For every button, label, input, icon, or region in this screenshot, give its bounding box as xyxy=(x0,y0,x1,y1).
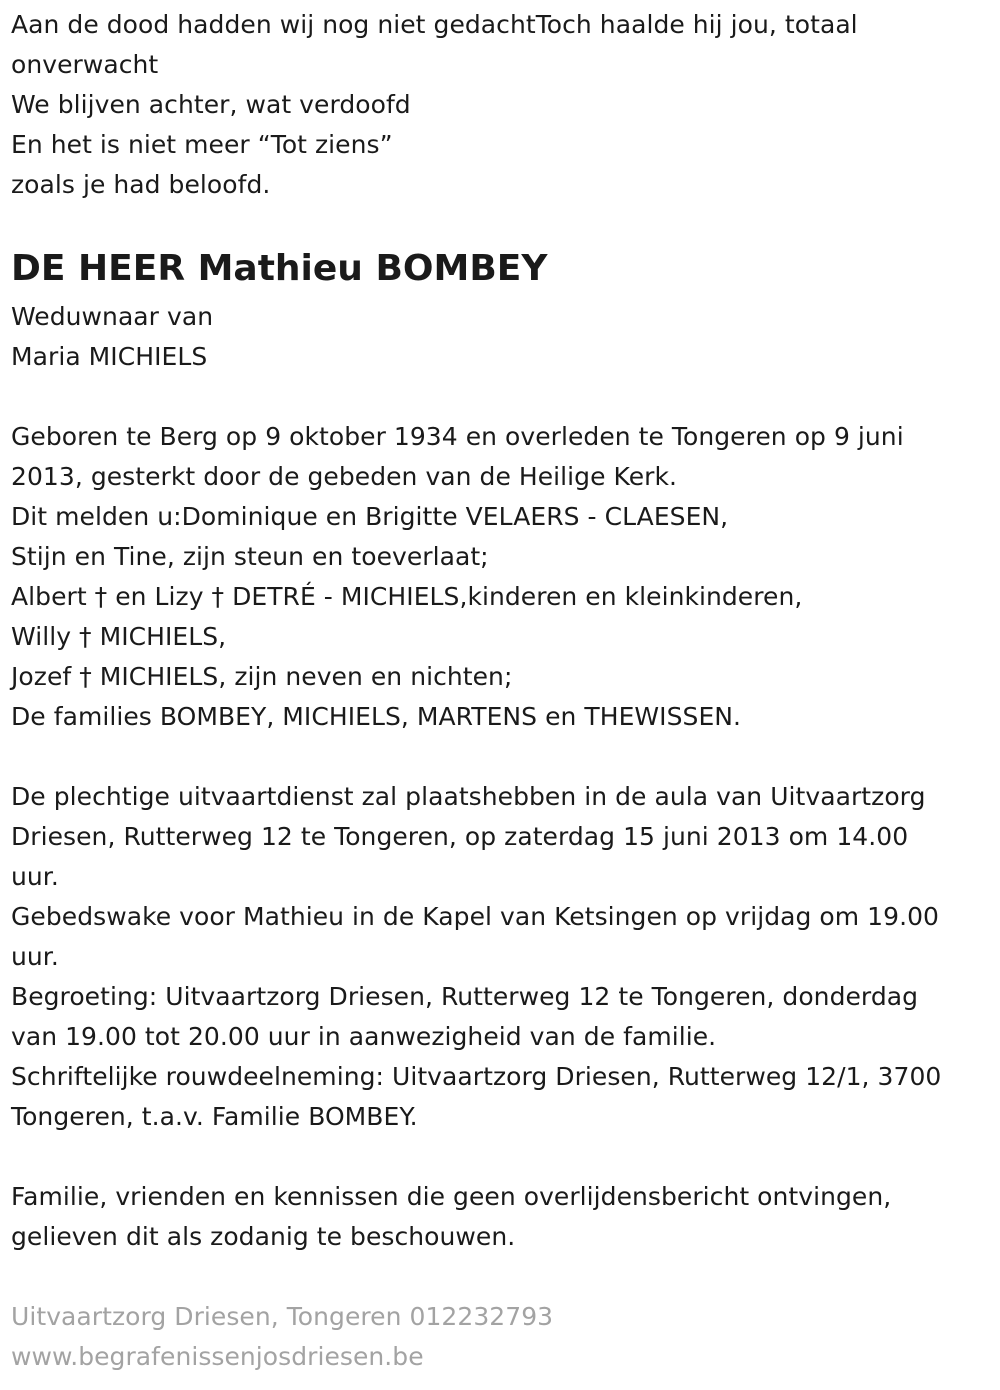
service-line: Driesen, Rutterweg 12 te Tongeren, op zaterdag 15 juni 2013 om 14.00 xyxy=(11,822,909,851)
poem-line: onverwacht xyxy=(11,50,159,79)
announcement-line: 2013, gesterkt door de gebeden van de Heilige Kerk. xyxy=(11,462,678,491)
service-line: Schriftelijke rouwdeelneming: Uitvaartzorg Driesen, Rutterweg 12/1, 3700 xyxy=(11,1062,942,1091)
widower-info xyxy=(11,297,990,377)
spacer xyxy=(11,737,990,777)
announcement-line: Willy † MICHIELS, xyxy=(11,622,227,651)
announcement xyxy=(11,417,990,737)
poem-line: zoals je had beloofd. xyxy=(11,170,271,199)
announcement-line: Jozef † MICHIELS, zijn neven en nichten; xyxy=(11,662,513,691)
poem xyxy=(11,5,990,205)
poem-line: We blijven achter, wat verdoofd xyxy=(11,90,411,119)
deceased-name: DE HEER Mathieu BOMBEY xyxy=(11,248,548,289)
service-line: van 19.00 tot 20.00 uur in aanwezigheid van de familie. xyxy=(11,1022,717,1051)
closing-note xyxy=(11,1177,990,1257)
service-line: Tongeren, t.a.v. Familie BOMBEY. xyxy=(11,1102,418,1131)
funeral-home-contact: Uitvaartzorg Driesen, Tongeren 012232793 xyxy=(11,1302,554,1331)
service-line: Gebedswake voor Mathieu in de Kapel van Ketsingen op vrijdag om 19.00 xyxy=(11,902,939,931)
widower-line: Maria MICHIELS xyxy=(11,342,208,371)
closing-line: Familie, vrienden en kennissen die geen overlijdensbericht ontvingen, xyxy=(11,1182,892,1211)
service-line: uur. xyxy=(11,862,59,891)
announcement-line: De families BOMBEY, MICHIELS, MARTENS en THEWISSEN. xyxy=(11,702,742,731)
poem-line: Aan de dood hadden wij nog niet gedachtToch haalde hij jou, totaal xyxy=(11,10,858,39)
service-details xyxy=(11,777,990,1137)
service-line: uur. xyxy=(11,942,59,971)
spacer xyxy=(11,1257,990,1297)
poem-line: En het is niet meer “Tot ziens” xyxy=(11,130,393,159)
widower-line: Weduwnaar van xyxy=(11,302,214,331)
service-line: De plechtige uitvaartdienst zal plaatshebben in de aula van Uitvaartzorg xyxy=(11,782,926,811)
spacer xyxy=(11,377,990,417)
announcement-line: Dit melden u:Dominique en Brigitte VELAERS - CLAESEN, xyxy=(11,502,729,531)
service-line: Begroeting: Uitvaartzorg Driesen, Rutterweg 12 te Tongeren, donderdag xyxy=(11,982,919,1011)
spacer xyxy=(11,1137,990,1177)
footer xyxy=(11,1297,990,1377)
closing-line: gelieven dit als zodanig te beschouwen. xyxy=(11,1222,516,1251)
announcement-line: Geboren te Berg op 9 oktober 1934 en overleden te Tongeren op 9 juni xyxy=(11,422,904,451)
funeral-home-website: www.begrafenissenjosdriesen.be xyxy=(11,1342,424,1371)
announcement-line: Albert † en Lizy † DETRÉ - MICHIELS,kinderen en kleinkinderen, xyxy=(11,582,803,611)
announcement-line: Stijn en Tine, zijn steun en toeverlaat; xyxy=(11,542,489,571)
